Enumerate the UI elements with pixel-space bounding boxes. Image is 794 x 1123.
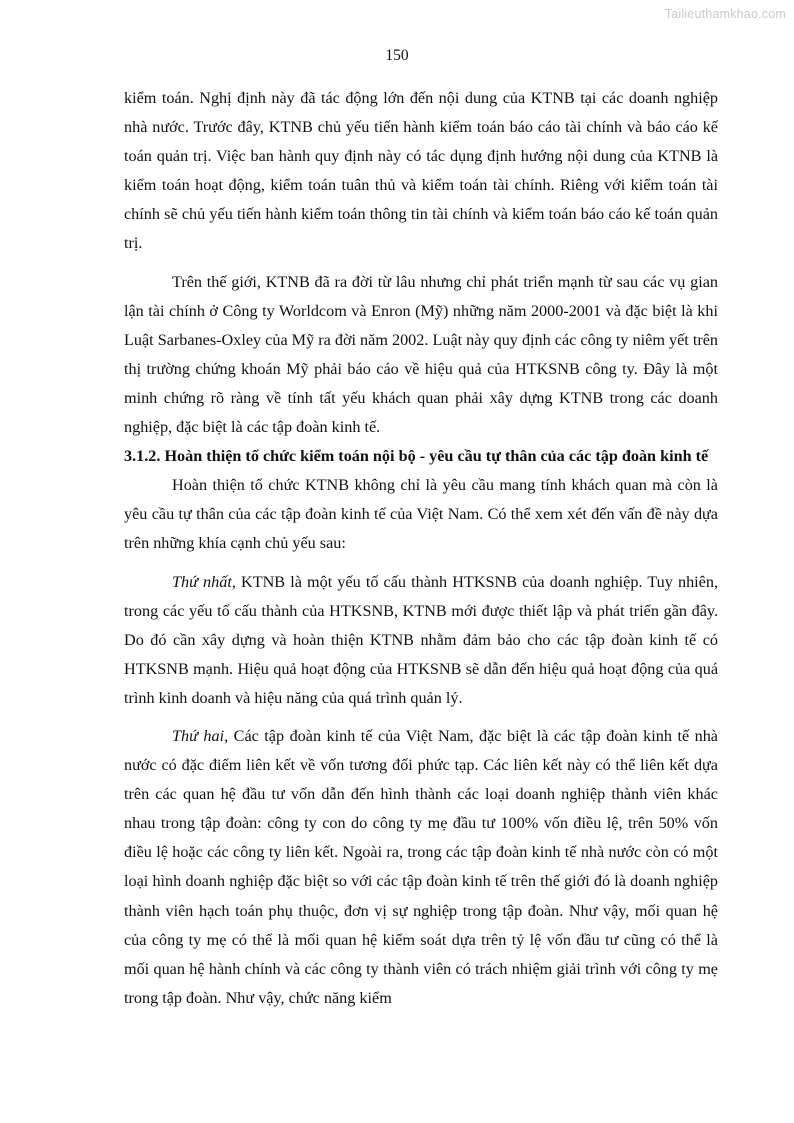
section-heading: 3.1.2. Hoàn thiện tổ chức kiểm toán nội bộ - yêu cầu tự thân của các tập đoàn kinh tế [124, 447, 709, 466]
paragraph-4 [124, 568, 718, 713]
watermark: Tailieuthamkhao.com [664, 7, 786, 21]
document-body [124, 84, 718, 1013]
paragraph-1: kiểm toán. Nghị định này đã tác động lớn đến nội dung của KTNB tại các doanh nghiệp nhà nước. Trước đây, KTNB chủ yếu tiến hành kiểm toán báo cáo tài chính và báo cáo kế toán quản trị. Việc ban hành quy định này có tác dụng định hướng nội dung của KTNB là kiểm toán hoạt động, kiểm toán tuân thủ và kiểm toán tài chính. Riêng với kiểm toán tài chính sẽ chủ yếu tiến hành kiểm toán thông tin tài chính và kiểm toán báo cáo kế toán quản trị. [124, 89, 718, 253]
paragraph-5-text: , Các tập đoàn kinh tế của Việt Nam, đặc biệt là các tập đoàn kinh tế nhà nước có đặc điểm liên kết về vốn tương đối phức tạp. Các liên kết này có thể liên kết dựa trên các quan hệ đầu tư vốn dẫn đến hình thành các loại doanh nghiệp thành viên khác nhau trong tập đoàn: công ty con do công ty mẹ đầu tư 100% vốn điều lệ, trên 50% vốn điều lệ hoặc các công ty liên kết. Ngoài ra, trong các tập đoàn kinh tế nhà nước còn có một loại hình doanh nghiệp đặc biệt so với các tập đoàn kinh tế trên thế giới đó là doanh nghiệp thành viên hạch toán phụ thuộc, đơn vị sự nghiệp trong tập đoàn. Như vậy, mối quan hệ của công ty mẹ có thể là mối quan hệ kiểm soát dựa trên tỷ lệ vốn đầu tư cũng có thể là mối quan hệ hành chính và các công ty thành viên có trách nhiệm giải trình với công ty mẹ trong tập đoàn. Như vậy, chức năng kiểm [124, 726, 718, 1007]
paragraph-5-lead: Thứ hai [172, 726, 225, 745]
paragraph-4-lead: Thứ nhất [172, 572, 232, 591]
paragraph-3: Hoàn thiện tổ chức KTNB không chỉ là yêu cầu mang tính khách quan mà còn là yêu cầu tự thân của các tập đoàn kinh tế của Việt Nam. Có thể xem xét đến vấn đề này dựa trên những khía cạnh chủ yếu sau: [124, 476, 718, 553]
paragraph-2: Trên thế giới, KTNB đã ra đời từ lâu nhưng chỉ phát triển mạnh từ sau các vụ gian lận tài chính ở Công ty Worldcom và Enron (Mỹ) những năm 2000-2001 và đặc biệt là khi Luật Sarbanes-Oxley của Mỹ ra đời năm 2002. Luật này quy định các công ty niêm yết trên thị trường chứng khoán Mỹ phải báo cáo về hiệu quả của HTKSNB công ty. Đây là một minh chứng rõ ràng về tính tất yếu khách quan phải xây dựng KTNB trong các doanh nghiệp, đặc biệt là các tập đoàn kinh tế. [124, 272, 718, 437]
paragraph-5 [124, 722, 718, 1013]
page-number: 150 [385, 47, 409, 64]
paragraph-4-text: , KTNB là một yếu tố cấu thành HTKSNB của doanh nghiệp. Tuy nhiên, trong các yếu tố cấu thành của HTKSNB, KTNB mới được thiết lập và phát triển gần đây. Do đó cần xây dựng và hoàn thiện KTNB nhằm đảm bảo cho các tập đoàn kinh tế có HTKSNB mạnh. Hiệu quả hoạt động của HTKSNB sẽ dẫn đến hiệu quả hoạt động của quá trình kinh doanh và hiệu năng của quá trình quản lý. [124, 572, 718, 707]
